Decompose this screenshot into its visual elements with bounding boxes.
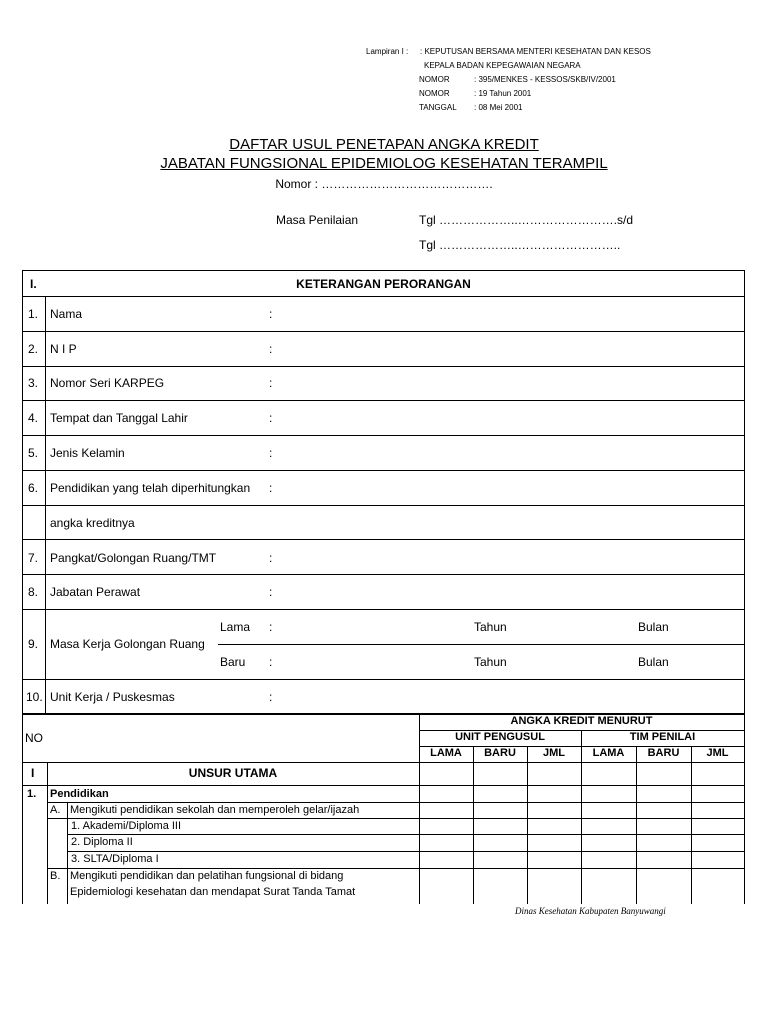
row-number: 7. (28, 551, 39, 565)
row-number: 9. (28, 637, 39, 651)
field-colon: : (269, 342, 273, 356)
masa-kerja-baru-label: Baru (220, 655, 246, 669)
bulan-label: Bulan (638, 655, 669, 669)
header-line1: : KEPUTUSAN BERSAMA MENTERI KESEHATAN DAN KESOS (420, 47, 651, 56)
field-label-jabatan: Jabatan Perawat (50, 585, 141, 599)
field-colon: : (269, 481, 273, 495)
tahun-label: Tahun (474, 620, 507, 634)
header-line2: KEPALA BADAN KEPEGAWAIAN NEGARA (424, 61, 581, 70)
baru-column-header: BARU (484, 747, 516, 759)
field-colon: : (269, 376, 273, 390)
tanggal-value: : 08 Mei 2001 (474, 103, 523, 112)
item-a-letter: A. (50, 804, 61, 816)
document-nomor: Nomor : ……………………………………. (275, 177, 493, 191)
row-number: 8. (28, 585, 39, 599)
section-number: I. (30, 277, 37, 291)
field-colon: : (269, 690, 273, 704)
masa-penilaian-label: Masa Penilaian (276, 213, 359, 227)
angka-kredit-table (22, 714, 745, 904)
item-b-letter: B. (50, 870, 61, 882)
angka-kredit-header: ANGKA KREDIT MENURUT (510, 715, 653, 727)
pendidikan-number: 1. (27, 788, 37, 800)
item-a3: 3. SLTA/Diploma I (71, 853, 159, 865)
field-colon: : (269, 655, 273, 669)
row-number: 4. (28, 411, 39, 425)
nomor2-label: NOMOR (419, 89, 450, 98)
no-column-header: NO (25, 731, 43, 745)
tgl-from-field[interactable]: Tgl ………………..…………………….s/d (419, 213, 634, 227)
row-number: 5. (28, 446, 39, 460)
baru-column-header: BARU (647, 747, 680, 759)
header-block (0, 0, 768, 120)
jml-column-header: JML (543, 747, 565, 759)
section-title: KETERANGAN PERORANGAN (296, 277, 471, 291)
item-a-text: Mengikuti pendidikan sekolah dan memperoleh gelar/ijazah (70, 804, 360, 816)
unit-pengusul-header: UNIT PENGUSUL (455, 731, 545, 743)
jml-column-header: JML (706, 747, 729, 759)
field-label-nip: N I P (50, 342, 77, 356)
unsur-utama-title: UNSUR UTAMA (188, 766, 278, 780)
row-number: 10. (26, 690, 43, 704)
field-label-karpeg: Nomor Seri KARPEG (50, 376, 165, 390)
footer-text: Dinas Kesehatan Kabupaten Banyuwangi (515, 906, 666, 916)
nomor1-value: : 395/MENKES - KESSOS/SKB/IV/2001 (474, 75, 616, 84)
lama-column-header: LAMA (430, 747, 462, 759)
tanggal-label: TANGGAL (419, 103, 457, 112)
masa-kerja-lama-label: Lama (220, 620, 251, 634)
bulan-label: Bulan (638, 620, 669, 634)
nomor1-label: NOMOR (419, 75, 450, 84)
pendidikan-title: Pendidikan (50, 788, 109, 800)
field-colon: : (269, 307, 273, 321)
field-label-masa-kerja: Masa Kerja Golongan Ruang (50, 637, 205, 651)
masa-kerja-divider (218, 644, 745, 645)
document-title-line2: JABATAN FUNGSIONAL EPIDEMIOLOG KESEHATAN TERAMPIL (160, 155, 608, 172)
field-label-pendidikan: Pendidikan yang telah diperhitungkan (50, 481, 251, 495)
field-colon: : (269, 585, 273, 599)
item-a1: 1. Akademi/Diploma III (71, 820, 182, 832)
tgl-to-field[interactable]: Tgl ………………..…………………….. (419, 238, 621, 252)
row-number: 3. (28, 376, 39, 390)
row-number: 1. (28, 307, 39, 321)
unsur-number: I (31, 766, 35, 780)
field-label-nama: Nama (50, 307, 83, 321)
field-label-ttl: Tempat dan Tanggal Lahir (50, 411, 188, 425)
tahun-label: Tahun (474, 655, 507, 669)
field-colon: : (269, 411, 273, 425)
field-colon: : (269, 551, 273, 565)
field-label-unit-kerja: Unit Kerja / Puskesmas (50, 690, 175, 704)
nomor2-value: : 19 Tahun 2001 (474, 89, 532, 98)
field-label-angka-kredit: angka kreditnya (50, 516, 135, 530)
field-label-pangkat: Pangkat/Golongan Ruang/TMT (50, 551, 217, 565)
lampiran-label: Lampiran I : (366, 47, 409, 56)
item-b-text-line1: Mengikuti pendidikan dan pelatihan fungsional di bidang (70, 870, 344, 882)
item-b-text-line2: Epidemiologi kesehatan dan mendapat Surat Tanda Tamat (70, 886, 356, 898)
keterangan-perorangan-table (22, 270, 745, 714)
document-title-line1: DAFTAR USUL PENETAPAN ANGKA KREDIT (229, 136, 539, 153)
field-label-jenis-kelamin: Jenis Kelamin (50, 446, 125, 460)
field-colon: : (269, 446, 273, 460)
lama-column-header: LAMA (592, 747, 625, 759)
field-colon: : (269, 620, 273, 634)
tim-penilai-header: TIM PENILAI (629, 731, 696, 743)
row-number: 2. (28, 342, 39, 356)
item-a2: 2. Diploma II (71, 836, 133, 848)
row-number: 6. (28, 481, 39, 495)
